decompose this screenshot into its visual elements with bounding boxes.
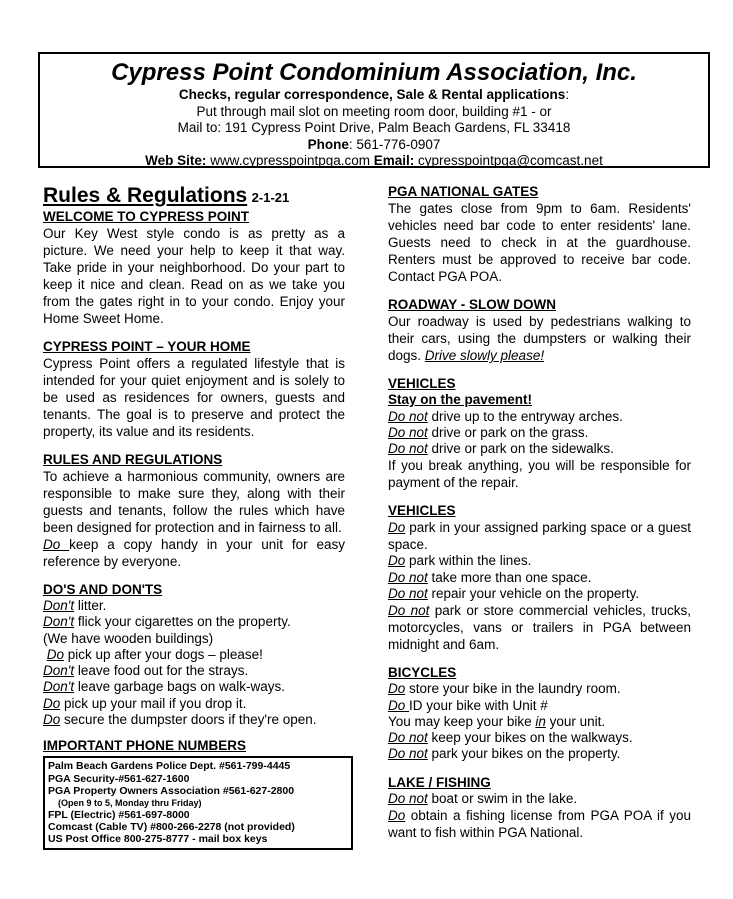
list-item: (We have wooden buildings) — [43, 630, 214, 646]
list-item: Don't leave food out for the strays. — [43, 663, 249, 679]
vehicles-heading: VEHICLES — [388, 376, 456, 391]
list-item: Do pick up after your dogs – please! — [46, 646, 263, 662]
list-item: Do not park your bikes on the property. — [388, 746, 621, 762]
list-item: Do obtain a fishing license from PGA POA if you want to fish within PGA National. — [388, 808, 691, 841]
section-vehicles-pavement — [388, 376, 691, 491]
list-item: Do park in your assigned parking space or a guest space. — [388, 520, 691, 553]
section-vehicles-parking — [388, 503, 691, 653]
list-item: Do not drive or park on the sidewalks. — [388, 441, 614, 457]
phone-pga-poa: PGA Property Owners Association #561-627-2800 — [48, 785, 295, 798]
list-item: Do pick up your mail if you drop it. — [43, 695, 247, 711]
page-title — [43, 184, 345, 210]
right-column — [388, 184, 691, 853]
section-bicycles — [388, 665, 691, 762]
home-heading: CYPRESS POINT – YOUR HOME — [43, 339, 251, 354]
phones-heading: IMPORTANT PHONE NUMBERS — [43, 738, 247, 754]
list-item: Do not take more than one space. — [388, 569, 592, 585]
section-phone-numbers — [43, 738, 345, 849]
welcome-text: Our Key West style condo is as pretty as a picture. We need your help to keep it that way. Take pride in your neighborhood. Do your part to keep it nice and clean. Read on as we take you from the gates right in to your condo. Enjoy your Home Sweet Home. — [43, 226, 345, 326]
association-title: Cypress Point Condominium Association, Inc. — [111, 59, 637, 86]
email-value[interactable]: cypresspointpga@comcast.net — [414, 153, 603, 168]
section-dos-donts — [43, 582, 345, 728]
roadway-text: Our roadway is used by pedestrians walking to their cars, using the dumpsters or walking their dogs. Drive slowly please! — [388, 314, 691, 363]
list-item: Don't litter. — [43, 598, 107, 613]
list-item: Do not drive up to the entryway arches. — [388, 408, 623, 424]
list-item: Do ID your bike with Unit # — [388, 697, 548, 713]
email-label: Email: — [373, 153, 415, 168]
list-item: Don't flick your cigarettes on the property. — [43, 614, 291, 630]
section-gates — [388, 184, 691, 285]
list-item: Do not repair your vehicle on the property. — [388, 585, 640, 601]
section-lake — [388, 775, 691, 841]
phone-post-office: US Post Office 800-275-8777 - mail box keys — [48, 833, 268, 846]
keyword: Do — [43, 537, 70, 552]
correspondence-label: Checks, regular correspondence, Sale & Rental applications — [178, 87, 566, 102]
phone-fpl: FPL (Electric) #561-697-8000 — [48, 808, 190, 821]
header-line-1: Checks, regular correspondence, Sale & Rental applications: — [178, 87, 570, 102]
phone-label: Phone — [307, 136, 349, 152]
left-column — [43, 184, 345, 850]
list-item: Do not keep your bikes on the walkways. — [388, 730, 633, 746]
list-item: Don't leave garbage bags on walk-ways. — [43, 679, 285, 695]
section-roadway — [388, 297, 691, 364]
bicycles-heading: BICYCLES — [388, 665, 457, 681]
mailing-address: Mail to: 191 Cypress Point Drive, Palm Beach Gardens, FL 33418 — [177, 120, 571, 135]
list-item: Do not boat or swim in the lake. — [388, 790, 578, 806]
phone-line — [40, 137, 708, 154]
list-item: Do park within the lines. — [388, 553, 532, 569]
website-label: Web Site: — [145, 153, 207, 168]
header-line-2: Put through mail slot on meeting room door, building #1 - or — [196, 103, 552, 119]
phone-pga-security: PGA Security-#561-627-1600 — [48, 772, 190, 785]
website-value[interactable]: www.cypresspointpga.com — [206, 153, 374, 168]
section-your-home — [43, 339, 345, 440]
drive-slowly: Drive slowly please! — [424, 348, 545, 363]
phone-box — [43, 756, 353, 849]
gates-heading: PGA NATIONAL GATES — [388, 184, 539, 199]
list-item: You may keep your bike in your unit. — [388, 713, 606, 729]
section-rules — [43, 452, 345, 570]
gates-text: The gates close from 9pm to 6am. Residents' vehicles need bar code to enter residents' lane. Guests need to check in at the guardhouse. Renters must be approved to receive bar code. Contact PGA POA. — [388, 201, 691, 284]
revision-date: 2-1-21 — [251, 190, 290, 205]
list-item: Do secure the dumpster doors if they're open. — [43, 712, 317, 728]
rules-text: To achieve a harmonious community, owners are responsible to make sure they, along with their guests and tenants, follow the rules which have been designed for protection and in fairness to all. — [43, 469, 345, 535]
poa-hours: (Open 9 to 5, Monday thru Friday) — [58, 797, 202, 808]
lake-heading: LAKE / FISHING — [388, 774, 491, 790]
welcome-heading: WELCOME TO CYPRESS POINT — [43, 209, 250, 224]
rules-title: Rules & Regulations — [43, 184, 248, 207]
rules-heading: RULES AND REGULATIONS — [43, 452, 223, 467]
web-email-line — [40, 153, 708, 170]
section-welcome — [43, 209, 345, 327]
phone-value: : 561-776-0907 — [348, 136, 441, 152]
list-item: Do not park or store commercial vehicles, trucks, motorcycles, vans or trailers in PGA between midnight and 6am. — [388, 603, 691, 653]
repair-text: If you break anything, you will be responsible for payment of the repair. — [388, 458, 691, 491]
header-box — [38, 52, 710, 168]
phone-police: Palm Beach Gardens Police Dept. #561-799-4445 — [48, 760, 291, 773]
vehicles-heading: VEHICLES — [388, 503, 456, 519]
dos-heading: DO'S AND DON'TS — [43, 582, 163, 597]
roadway-heading: ROADWAY - SLOW DOWN — [388, 297, 556, 312]
rules-keep-copy: Do keep a copy handy in your unit for easy reference by everyone. — [43, 537, 345, 569]
list-item: Do store your bike in the laundry room. — [388, 681, 621, 697]
home-text: Cypress Point offers a regulated lifestyle that is intended for your quiet enjoyment and is solely to be used as residences for owners, guests and tenants. The goal is to preserve and protect the property, its value and its residents. — [43, 356, 345, 439]
list-item: Do not drive or park on the grass. — [388, 424, 589, 440]
phone-comcast: Comcast (Cable TV) #800-266-2278 (not provided) — [48, 821, 295, 833]
pavement-subheading: Stay on the pavement! — [388, 392, 533, 407]
